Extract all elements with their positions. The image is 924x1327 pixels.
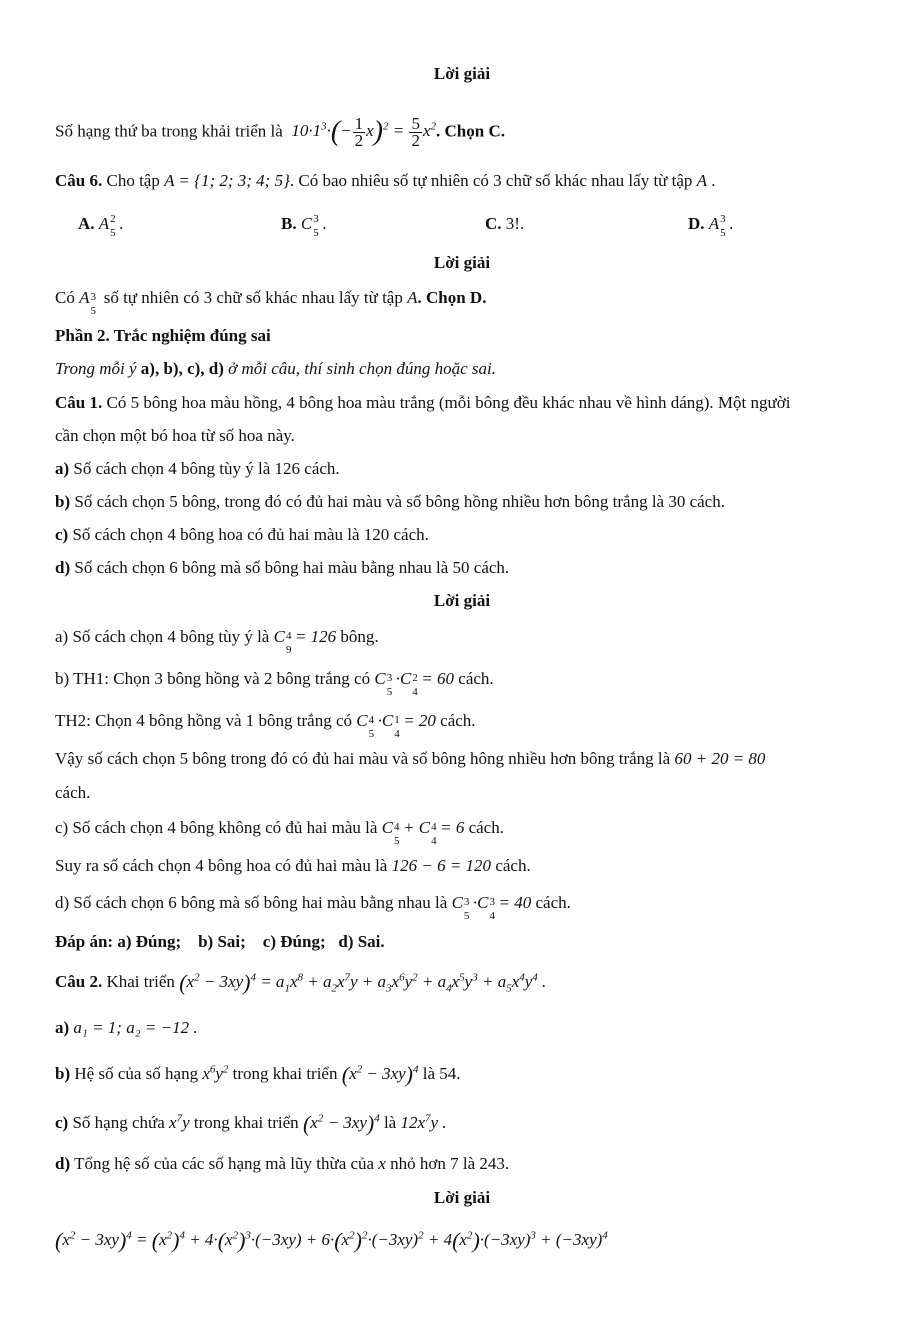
c1-item-b [55,492,725,512]
sol-total-eq: 60 + 20 = 80 [674,749,766,768]
part2-title: Phần 2. Trắc nghiệm đúng sai [55,326,271,345]
q6-var: A [696,171,708,190]
c2-item-a [55,1018,198,1038]
sol-total-end: cách. [55,783,91,802]
sol-c-eq: = 6 [440,818,465,837]
third-term-line [55,116,505,149]
option-value: A [708,214,720,233]
item-label: a) [55,459,70,478]
c1-question-2: cần chọn một bó hoa từ số hoa này. [55,426,295,445]
item-label: c) [55,525,69,544]
sol-c-formula: C [381,818,394,837]
option-letter: A. [78,214,95,233]
q6-option-b [281,213,327,240]
sol-b-formula: C [374,669,386,688]
c2-c-text-3: là [383,1113,397,1132]
q6-sol-formula: A [79,288,90,307]
sol-th2-text: TH2: Chọn 4 bông hồng và 1 bông trắng có [55,711,352,730]
c2-b-label: b) [55,1064,71,1083]
c2-item-b [55,1062,461,1088]
option-sup: 2 [110,213,116,226]
c2-d-text-2: nhỏ hơn 7 là 243. [390,1154,510,1173]
c2-d-var: x [378,1154,386,1173]
sol-total [55,749,765,769]
q6-solution: Có A 3 5 số tự nhiên có 3 chữ số khác nhau lấy từ tập A. Chọn D. [55,288,487,318]
q6-set: A = {1; 2; 3; 4; 5} [164,171,290,190]
answer-key: Đáp án: a) Đúng; b) Sai; c) Đúng; d) Sai. [55,932,385,951]
sol-a-end: bông. [340,627,379,646]
option-sub: 5 [110,227,116,240]
c2-a-label: a) [55,1018,70,1037]
sol-d-end: cách. [535,893,571,912]
c1-item-c [55,525,429,545]
expansion-formula: $(x^2 - 3xy)^4 = (x^2)^4 + 4\cdot(x^2)^3\cdot(-3xy) + 6\cdot(x^2)^2\cdot(-3xy)^2 + 4(x^2)\cdot(-3xy)^3 + (-3xy)^4$ [55,1228,608,1254]
c2-item-d [55,1154,509,1174]
option-value: 3!. [505,214,525,233]
option-end: . [322,214,327,233]
item-text: Số cách chọn 5 bông, trong đó có đủ hai màu và số bông hồng nhiều hơn bông trắng là 30 cách. [74,492,725,511]
option-sub: 5 [313,227,319,240]
sol-a: a) Số cách chọn 4 bông tùy ý là C 4 9 = 126 bông. [55,627,379,657]
c1-item-a [55,459,340,479]
option-end: . [729,214,734,233]
part2-intro-a: Trong mỗi ý [55,359,137,378]
option-value: A [98,214,110,233]
c2-item-c [55,1111,447,1137]
c2-b-text-2: trong khai triển [232,1064,338,1083]
q6-sol-var: A [407,288,418,307]
c2-c-text-2: trong khai triển [193,1113,299,1132]
q6-option-a [78,213,124,240]
option-sup: 3 [313,213,319,226]
item-text: Số cách chọn 4 bông hoa có đủ hai màu là 120 cách. [72,525,429,544]
c2-question [55,970,547,996]
c1-question [55,393,790,413]
item-text: Số cách chọn 4 bông tùy ý là 126 cách. [73,459,340,478]
sol-th2-formula: C [356,711,368,730]
q6-label: Câu 6. [55,171,103,190]
sol-b-eq: = 60 [421,669,455,688]
c2-c-term: $x^7y$ [169,1112,190,1132]
q6-sol-choice: . Chọn D. [417,288,487,307]
c2-c-text: Số hạng chứa [72,1113,165,1132]
sol-th2: TH2: Chọn 4 bông hồng và 1 bông trắng có C 4 5 ·C 1 4 = 20 cách. [55,711,476,741]
sol-d-formula: C [451,893,463,912]
c2-d-text: Tổng hệ số của các số hạng mà lũy thừa của [74,1154,375,1173]
part2-intro [55,359,496,379]
option-letter: C. [485,214,502,233]
sol-th2-eq: = 20 [403,711,436,730]
c2-a-eq: a₁ = 1; a₂ = −12 . [73,1018,198,1037]
sol-total-text: Vậy số cách chọn 5 bông trong đó có đủ hai màu và số bông hông nhiều hơn bông trắng là [55,749,671,768]
item-label: d) [55,558,71,577]
c2-formula: $(x^2 - 3xy)^4 = a_1x^8 + a_2x^7y + a_3x^6y^2 + a_4x^5y^3 + a_5x^4y^4$ . [179,970,547,996]
sol-d-eq: = 40 [498,893,532,912]
sol-c2 [55,856,531,876]
option-value: C [300,214,313,233]
c2-c-label: c) [55,1113,69,1132]
sol-c2-end: cách. [495,856,531,875]
q6-sol-text-2: số tự nhiên có 3 chữ số khác nhau lấy từ tập [103,288,403,307]
sol-th2-end: cách. [440,711,476,730]
part2-intro-b: a), b), c), d) [140,359,224,378]
third-term-formula: $10\cdot 1^3\cdot(-$ $\frac{1}{2}$ x)$^2$ = $\frac{5}{2}$ $x^2$ [287,114,437,150]
third-term-text: Số hạng thứ ba trong khải triển là [55,121,283,141]
option-letter: B. [281,214,297,233]
part2-intro-c: ở mỗi câu, thí sinh chọn đúng hoặc sai. [228,359,496,378]
question-6 [55,171,716,191]
sol-c-end: cách. [468,818,504,837]
sol-a-text: a) Số cách chọn 4 bông tùy ý là [55,627,270,646]
sol-b: b) TH1: Chọn 3 bông hồng và 2 bông trắng có C 3 5 ·C 2 4 = 60 cách. [55,669,494,699]
q6-text: Cho tập [106,171,160,190]
q6-text-2: . Có bao nhiêu số tự nhiên có 3 chữ số khác nhau lấy từ tập [289,171,693,190]
c2-b-expr: $(x^2 - 3xy)^4$ [341,1062,419,1088]
item-label: b) [55,492,71,511]
c2-c-expr: $(x^2 - 3xy)^4$ [302,1111,380,1137]
option-end: . [119,214,124,233]
q6-option-c [485,214,524,234]
solution-heading: Lời giải [433,64,491,83]
solution-heading-2: Lời giải [433,253,491,272]
sol-d-text: d) Số cách chọn 6 bông mà số bông hai màu bằng nhau là [55,893,448,912]
solution-heading-4: Lời giải [433,1188,491,1207]
c2-c-result: $12x^7y$ . [400,1112,447,1132]
sol-c: c) Số cách chọn 4 bông không có đủ hai màu là C 4 5 + C 4 4 = 6 cách. [55,818,504,848]
sol-d: d) Số cách chọn 6 bông mà số bông hai màu bằng nhau là C 3 5 ·C 3 4 = 40 cách. [55,893,571,923]
q6-option-d [688,213,734,240]
option-sub: 5 [720,227,726,240]
c1-item-d [55,558,509,578]
q6-end: . [711,171,716,190]
sol-c2-text: Suy ra số cách chọn 4 bông hoa có đủ hai màu là [55,856,388,875]
c2-b-term: $x^6y^2$ [202,1063,229,1083]
item-text: Số cách chọn 6 bông mà số bông hai màu bằng nhau là 50 cách. [74,558,510,577]
option-letter: D. [688,214,705,233]
solution-heading-3: Lời giải [433,591,491,610]
sol-c-text: c) Số cách chọn 4 bông không có đủ hai màu là [55,818,378,837]
third-term-choice: . Chọn C. [436,121,505,141]
c2-b-text-3: là 54. [422,1064,461,1083]
c2-label: Câu 2. [55,972,103,991]
sol-a-formula: C [273,627,285,646]
c2-d-label: d) [55,1154,71,1173]
sol-b-text: b) TH1: Chọn 3 bông hồng và 2 bông trắng có [55,669,371,688]
sol-c2-eq: 126 − 6 = 120 [391,856,492,875]
sol-a-eq: = 126 [294,627,337,646]
c1-label: Câu 1. [55,393,103,412]
c1-text: Có 5 bông hoa màu hồng, 4 bông hoa màu trắng (mỗi bông đều khác nhau về hình dáng). Một người [106,393,791,412]
c2-text: Khai triển [106,972,175,991]
c2-b-text: Hệ số của số hạng [74,1064,199,1083]
sol-b-end: cách. [458,669,494,688]
option-sup: 3 [720,213,726,226]
q6-sol-text: Có [55,288,75,307]
